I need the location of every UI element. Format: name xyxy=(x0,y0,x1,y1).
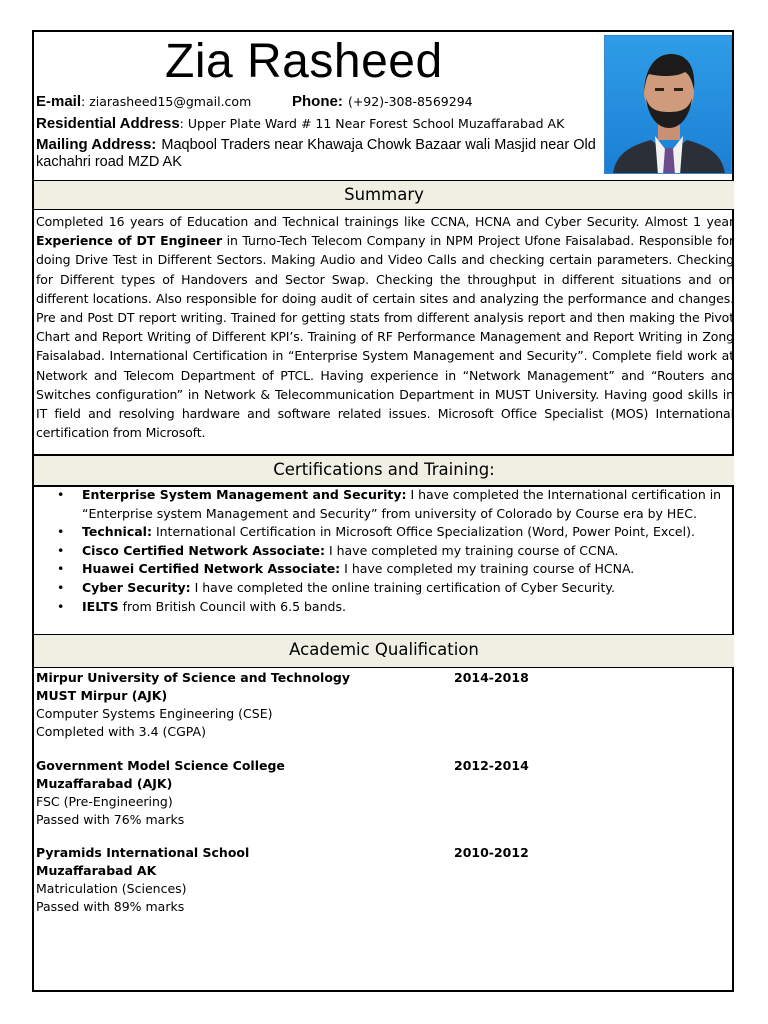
degree-name: Computer Systems Engineering (CSE) xyxy=(36,706,273,721)
summary-heading: Summary xyxy=(34,180,734,210)
degree-name: Matriculation (Sciences) xyxy=(36,881,187,896)
residential-address-label: Residential Address xyxy=(36,115,180,132)
education-entry xyxy=(36,757,726,829)
summary-bold-role: Experience of DT Engineer xyxy=(36,233,223,249)
cert-item: • Cyber Security: I have completed the online training certification of Cyber Security. xyxy=(82,579,722,598)
candidate-name: Zia Rasheed xyxy=(165,35,443,88)
mailing-address-value-line1: Maqbool Traders near Khawaja Chowk Bazaar wali Masjid near Old xyxy=(161,137,596,153)
residential-address-value: Upper Plate Ward # 11 Near Forest xyxy=(187,116,408,131)
bullet-icon: • xyxy=(57,579,65,595)
email-label: E-mail xyxy=(36,93,82,110)
cert-item: • IELTS from British Council with 6.5 bands. xyxy=(82,598,722,617)
education-entry xyxy=(36,669,726,741)
residential-address-value-b: School Muzaffarabad AK xyxy=(412,116,565,131)
summary-part1: Completed 16 years of Education and Technical trainings like CCNA, HCNA and Cyber Security. Almost 1 year xyxy=(36,214,734,229)
profile-photo xyxy=(604,35,732,174)
degree-result: Passed with 76% marks xyxy=(36,812,185,827)
institution-name: Government Model Science College xyxy=(36,758,285,773)
bullet-icon: • xyxy=(57,524,65,540)
education-years: 2010-2012 xyxy=(454,845,529,860)
phone-value: (+92)-308-8569294 xyxy=(347,94,473,109)
education-years: 2012-2014 xyxy=(454,758,529,773)
bullet-icon: • xyxy=(57,487,65,502)
degree-result: Passed with 89% marks xyxy=(36,899,185,914)
cert-item: • Technical: International Certification in Microsoft Office Specialization (Word, Power Point, Excel). xyxy=(82,523,722,542)
certifications-list xyxy=(57,486,722,616)
education-entry xyxy=(36,844,726,916)
phone-label: Phone: xyxy=(292,93,343,110)
mailing-address-value-line2: kachahri road MZD AK xyxy=(36,154,182,170)
degree-result: Completed with 3.4 (CGPA) xyxy=(36,724,206,739)
certifications-heading: Certifications and Training: xyxy=(34,454,734,487)
bullet-icon: • xyxy=(57,542,65,558)
institution-name: Pyramids International School xyxy=(36,845,250,860)
bullet-icon: • xyxy=(57,598,65,614)
cert-item: • Enterprise System Management and Security: I have completed the International certification in “Enterprise system Management and Security” from university of Colorado by Course era by HEC. xyxy=(57,487,722,521)
cert-item: • Huawei Certified Network Associate: I have completed my training course of HCNA. xyxy=(82,560,722,579)
mailing-address-label: Mailing Address: xyxy=(36,136,157,153)
summary-part2: in Turno-Tech Telecom Company in NPM Project Ufone Faisalabad. Responsible for doing Drive Test in Different Sectors. Making Audio and Video Calls and checking certain parameters. Checking for Different types of Handovers and Sector Swap. Checking the throughput in different situations and on different locations. Also responsible for doing audit of certain sites and analyzing the performance and changes. Pre and Post DT report writing. Trained for getting stats from different analysis report and then making the Pivot Chart and Report Writing of Different KPI’s. Training of RF Performance Management and Report Writing in Zong Faisalabad. International Certification in “Enterprise System Management and Security”. Complete field work at Network and Telecom Department of PTCL. Having experience in “Network Management” and “Routers and Switches configuration” in Network & Telecommunication Department in MUST University. Having good skills in IT field and resolving hardware and software related issues. Microsoft Office Specialist (MOS) International certification from Microsoft. xyxy=(36,233,734,441)
cert-item: • Cisco Certified Network Associate: I have completed my training course of CCNA. xyxy=(82,542,722,561)
email-value[interactable]: ziarasheed15@gmail.com xyxy=(89,94,252,109)
summary-text xyxy=(36,212,734,442)
person-portrait-icon xyxy=(605,36,732,174)
education-years: 2014-2018 xyxy=(454,670,529,685)
institution-location: Muzaffarabad AK xyxy=(36,863,157,878)
institution-location: Muzaffarabad (AJK) xyxy=(36,776,173,791)
institution-name: Mirpur University of Science and Technology xyxy=(36,670,351,685)
degree-name: FSC (Pre-Engineering) xyxy=(36,794,173,809)
academic-heading: Academic Qualification xyxy=(34,634,734,668)
bullet-icon: • xyxy=(57,561,65,577)
institution-location: MUST Mirpur (AJK) xyxy=(36,688,168,703)
